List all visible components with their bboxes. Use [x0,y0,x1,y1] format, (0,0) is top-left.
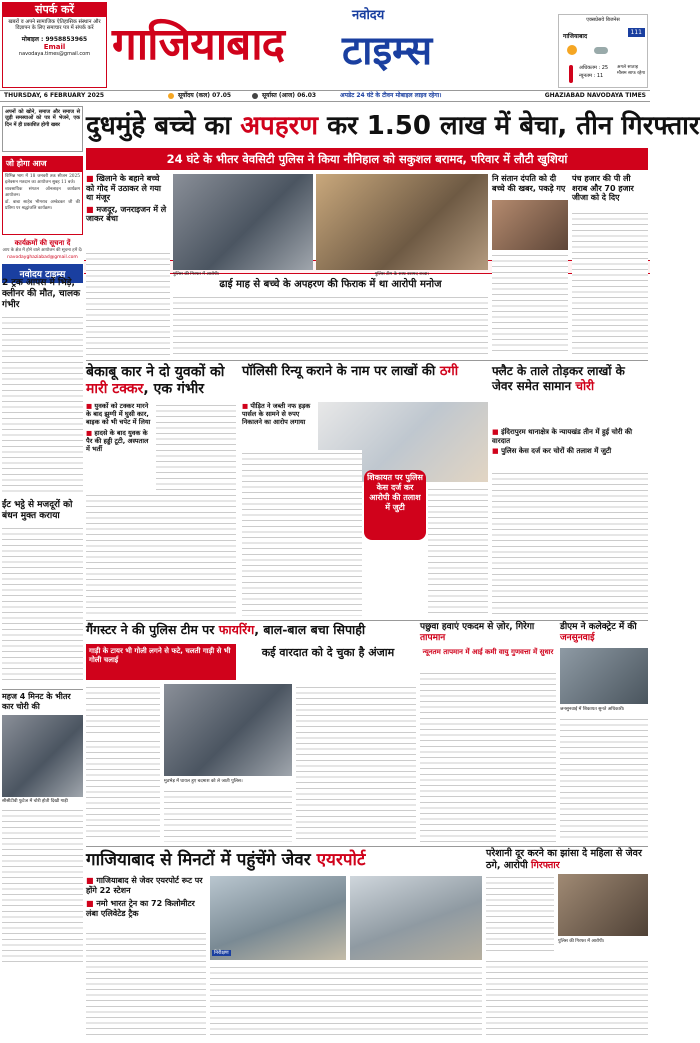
sun-icon [168,93,174,99]
weather-city: गाजियाबाद [563,33,588,40]
lead-headline [86,106,700,146]
s6-headline: डीएम ने कलेक्ट्रेट में की जनसुनवाई [560,622,637,643]
story1-body [2,314,83,496]
side2-title: पंच हजार की पी ली शराब और 70 हजार जीजा को दे दिए [572,174,634,202]
s1-body [86,492,236,616]
masthead-pre-title: नवोदय [352,8,385,23]
s4-deck: कई वारदात को दे चुका है अंजाम [261,646,395,659]
side1-body [492,252,568,356]
lead-bullets [86,174,170,244]
story2-body [2,525,83,685]
aaj-title: जो होगा आज [2,156,83,171]
aaj-item: डॉ. बाबा साहेब भीमराव अम्बेडकर जी की प्रतिमा पर श्रद्धांजलि कार्यक्रम। [5,200,80,211]
masthead-title-right: टाइम्स [342,28,433,74]
date: THURSDAY, 6 FEBRUARY 2025 [4,92,105,99]
weather-box [558,14,648,88]
contact-email: navodaya.times@gmail.com [18,50,91,57]
bottom-bullets [86,876,206,919]
lead-headline-a: दुधमुंहे बच्चे का [86,111,232,141]
s4-body-center [164,788,292,842]
s3-bullet: ■ पुलिस केस दर्ज कर चोरों की तलाश में जुटी [492,447,612,455]
s3-bullet: ■ इंदिरापुरम थानाक्षेत्र के न्यायखंड तीन में हुई चोरी की वारदात [492,428,633,445]
s3-headline: फ्लैट के ताले तोड़कर लाखों के जेवर समेत सामान चोरी [492,364,625,393]
s5-headline: पछुवा हवाएं एकदम से ज़ोर, गिरेगा तापमान [420,622,535,643]
divider [86,620,648,621]
s2-bubble: शिकायत पर पुलिस केस दर्ज कर आरोपी की तलाश में जुटी [364,470,426,540]
event-title: कार्यक्रमों की सूचना दें [14,239,71,247]
lead-bullet: ■ मजदूर, जनराइजन में ले जाकर बेचा [86,204,167,223]
s4-body-left [86,684,160,734]
s5-deck: न्यूनतम तापमान में आई कमी वायु गुणवत्ता में सुधार [422,648,554,656]
story2-title: ईंट भट्ठे से मजदूरों को बंधन मुक्त कराया [2,500,73,521]
story-b-headline: परेशानी दूर करने का झांसा दे महिला से जेवर ठगे, आरोपी गिरफ्तार [486,848,642,871]
s6-photo [560,648,648,704]
weather-reg: एक्सप्रेसवे बिजनेस [586,17,620,23]
contact-box [2,2,107,88]
s6-body [560,716,648,842]
bottom-photo [210,876,346,960]
story3-body [2,807,83,967]
cctv-photo [2,715,83,797]
lead-subhead: 24 घंटे के भीतर वेवसिटी पुलिस ने किया नौनिहाल को सकुशल बरामद, परिवार में लौटी खुशियां [86,148,648,170]
s4-photo [164,684,292,776]
lead-photo-2 [316,174,488,270]
event-email: navodayghaziabad@gmail.com [7,254,78,260]
event-body: आप के क्षेत्र में होने वाले आयोजन की सूचना हमें दें। [2,248,83,253]
aaj-item: विभिन्न भाग में 18 जनवरी तक सीजन 2025 इलेक्शन मतदान का आयोजन सुबह 11 बजे। [5,174,80,185]
s2-headline: पॉलिसी रिन्यू कराने के नाम पर लाखों की ठगी [242,364,459,379]
s4-body [86,738,160,842]
side1-photo [492,200,568,250]
bottom-bullet: ■ गाजियाबाद से जेवर एयरपोर्ट रूट पर होंगे 22 स्टेशन [86,876,203,895]
aaj-list [2,171,83,235]
lead-bullet: ■ खिलाने के बहाने बच्चे को गोद में उठाकर ले गया था मंजूर [86,174,161,202]
lead-body-center [173,294,488,356]
sunset: सूर्यास्त (आज) 06.03 [262,92,317,99]
lead-caption-1: पुलिस टीम के साथ बरामद बच्चा। [374,272,430,277]
s2-side: ■ पीड़ित ने जब्ती नफ हड़क पार्सल के सामने से रुपए निकालने का आरोप लगाया [242,402,311,426]
contact-mobile: मोबाइल : 9958853965 [21,35,88,43]
lead-body-left [86,250,170,356]
bottom-bullet: ■ नमो भारत ट्रेन का 72 किलोमीटर लंबा एलिवेटेड ट्रैक [86,899,195,918]
sun-icon [567,45,577,55]
story-b-photo [558,874,648,936]
contact-title: संपर्क करें [3,3,106,17]
thermometer-icon [569,65,573,83]
bottom-photo-label: निरीक्षण [214,950,229,956]
s2-body-right [428,486,488,616]
aaj-item: व्यवसायिक संगठन ऑनलाइन कार्यक्रम आयोजन। [5,187,80,198]
weather-min: न्यूनतम : 11 [579,73,604,79]
lead-photo-1 [173,174,313,270]
s4-body-right [296,684,416,842]
weather-max: अधिकतम : 25 [579,65,609,71]
s4-caption: मुठभेड़ में घायल हुए बदमाश को ले जाती पुलिस। [164,779,243,784]
bottom-body [210,964,482,1038]
bottom-headline: गाजियाबाद से मिनटों में पहुंचेंगे जेवर एयरपोर्ट [86,850,366,870]
divider [86,360,648,361]
left-box-text: अपनों को खोने, समाज और समाज से जुड़ी समस्याओं को पत्र में भेजने, एक दिन में ही प्रकाशित होगी खबर [2,106,83,152]
moon-icon [252,93,258,99]
lead-headline-c: कर 1.50 लाख में बेचा, तीन गिरफ्तार [327,111,700,141]
story-b-body [486,874,554,954]
s4-box: गाड़ी के टायर भी गोली लगने से फटे, चलती गाड़ी से भी गोली चलाई [86,644,236,680]
sunrise: सूर्योदय (कल) 07.05 [178,92,232,99]
s1-bullet: ■ हादसे के बाद युवक के पैर की हड्डी टूटी, अस्पताल में भर्ती [86,429,149,453]
s2-body [242,450,362,616]
lead-headline-b: अपहरण [240,111,319,141]
s1-body-right [156,402,236,490]
lead-caption-2: पुलिस की गिरफ्त में आरोपी। [173,272,220,277]
bottom-photo-2 [350,876,482,960]
story3-title: महज 4 मिनट के भीतर कार चोरी की [2,689,83,712]
lead-deck: ढाई माह से बच्चे के अपहरण की फिराक में था आरोपी मनोज [219,279,442,290]
masthead-title-left: गाजियाबाद [112,19,285,70]
story1-title: 2 ट्रक आपस में भिड़े, क्लीनर की मौत, चालक गंभीर [2,278,80,310]
s4-headline: गैंगस्टर ने की पुलिस टीम पर फायरिंग, बाल-बाल बचा सिपाही [86,622,366,637]
s3-body [492,470,648,616]
divider [86,846,648,847]
story-b-caption: पुलिस की गिरफ्त में आरोपी। [558,939,605,944]
cloud-icon [594,47,608,54]
s1-headline: बेकाबू कार ने दो युवकों को मारी टक्कर, एक गंभीर [86,364,225,397]
bottom-body-left [86,930,206,1038]
left-stories [2,278,83,1038]
s6-caption: जनसुनवाई में शिकायत सुनते अधिकारी। [560,707,625,712]
story3-caption: सीसीटीवी फुटेज में चोरी होती दिखी गाड़ी [2,799,68,804]
s1-bullets [86,402,152,453]
brand: GHAZIABAD NAVODAYA TIMES [544,92,646,99]
page-badge: 111 [628,28,645,37]
dateline-bar [0,90,650,102]
story-b-body-2 [486,958,648,1038]
weather-note: अगले सप्ताह मौसम साफ रहेगा [617,65,646,76]
left-logo: नवोदय टाइम्स [2,264,83,283]
s3-bullets [492,428,648,456]
promo: अपडेट 24 घंटे के टीवन मोबाइल लाइव रहेगा। [340,92,442,99]
side1-title: नि संतान दंपति को दी बच्चे की खबर, पकड़े गए [492,174,566,193]
s5-body [420,670,556,842]
s1-bullet: ■ युवकों को टक्कर मारने के बाद झुग्गी में घुसी कार, बाइक को भी चपेट में लिया [86,402,151,426]
contact-email-label: Email [43,42,66,51]
contact-body: खबरों व अपने सामाजिक ऐतिहासिक संस्थान और विज्ञापन के लिए समाचार पत्र में संपर्क करें [8,19,101,32]
side2-body [572,210,648,356]
